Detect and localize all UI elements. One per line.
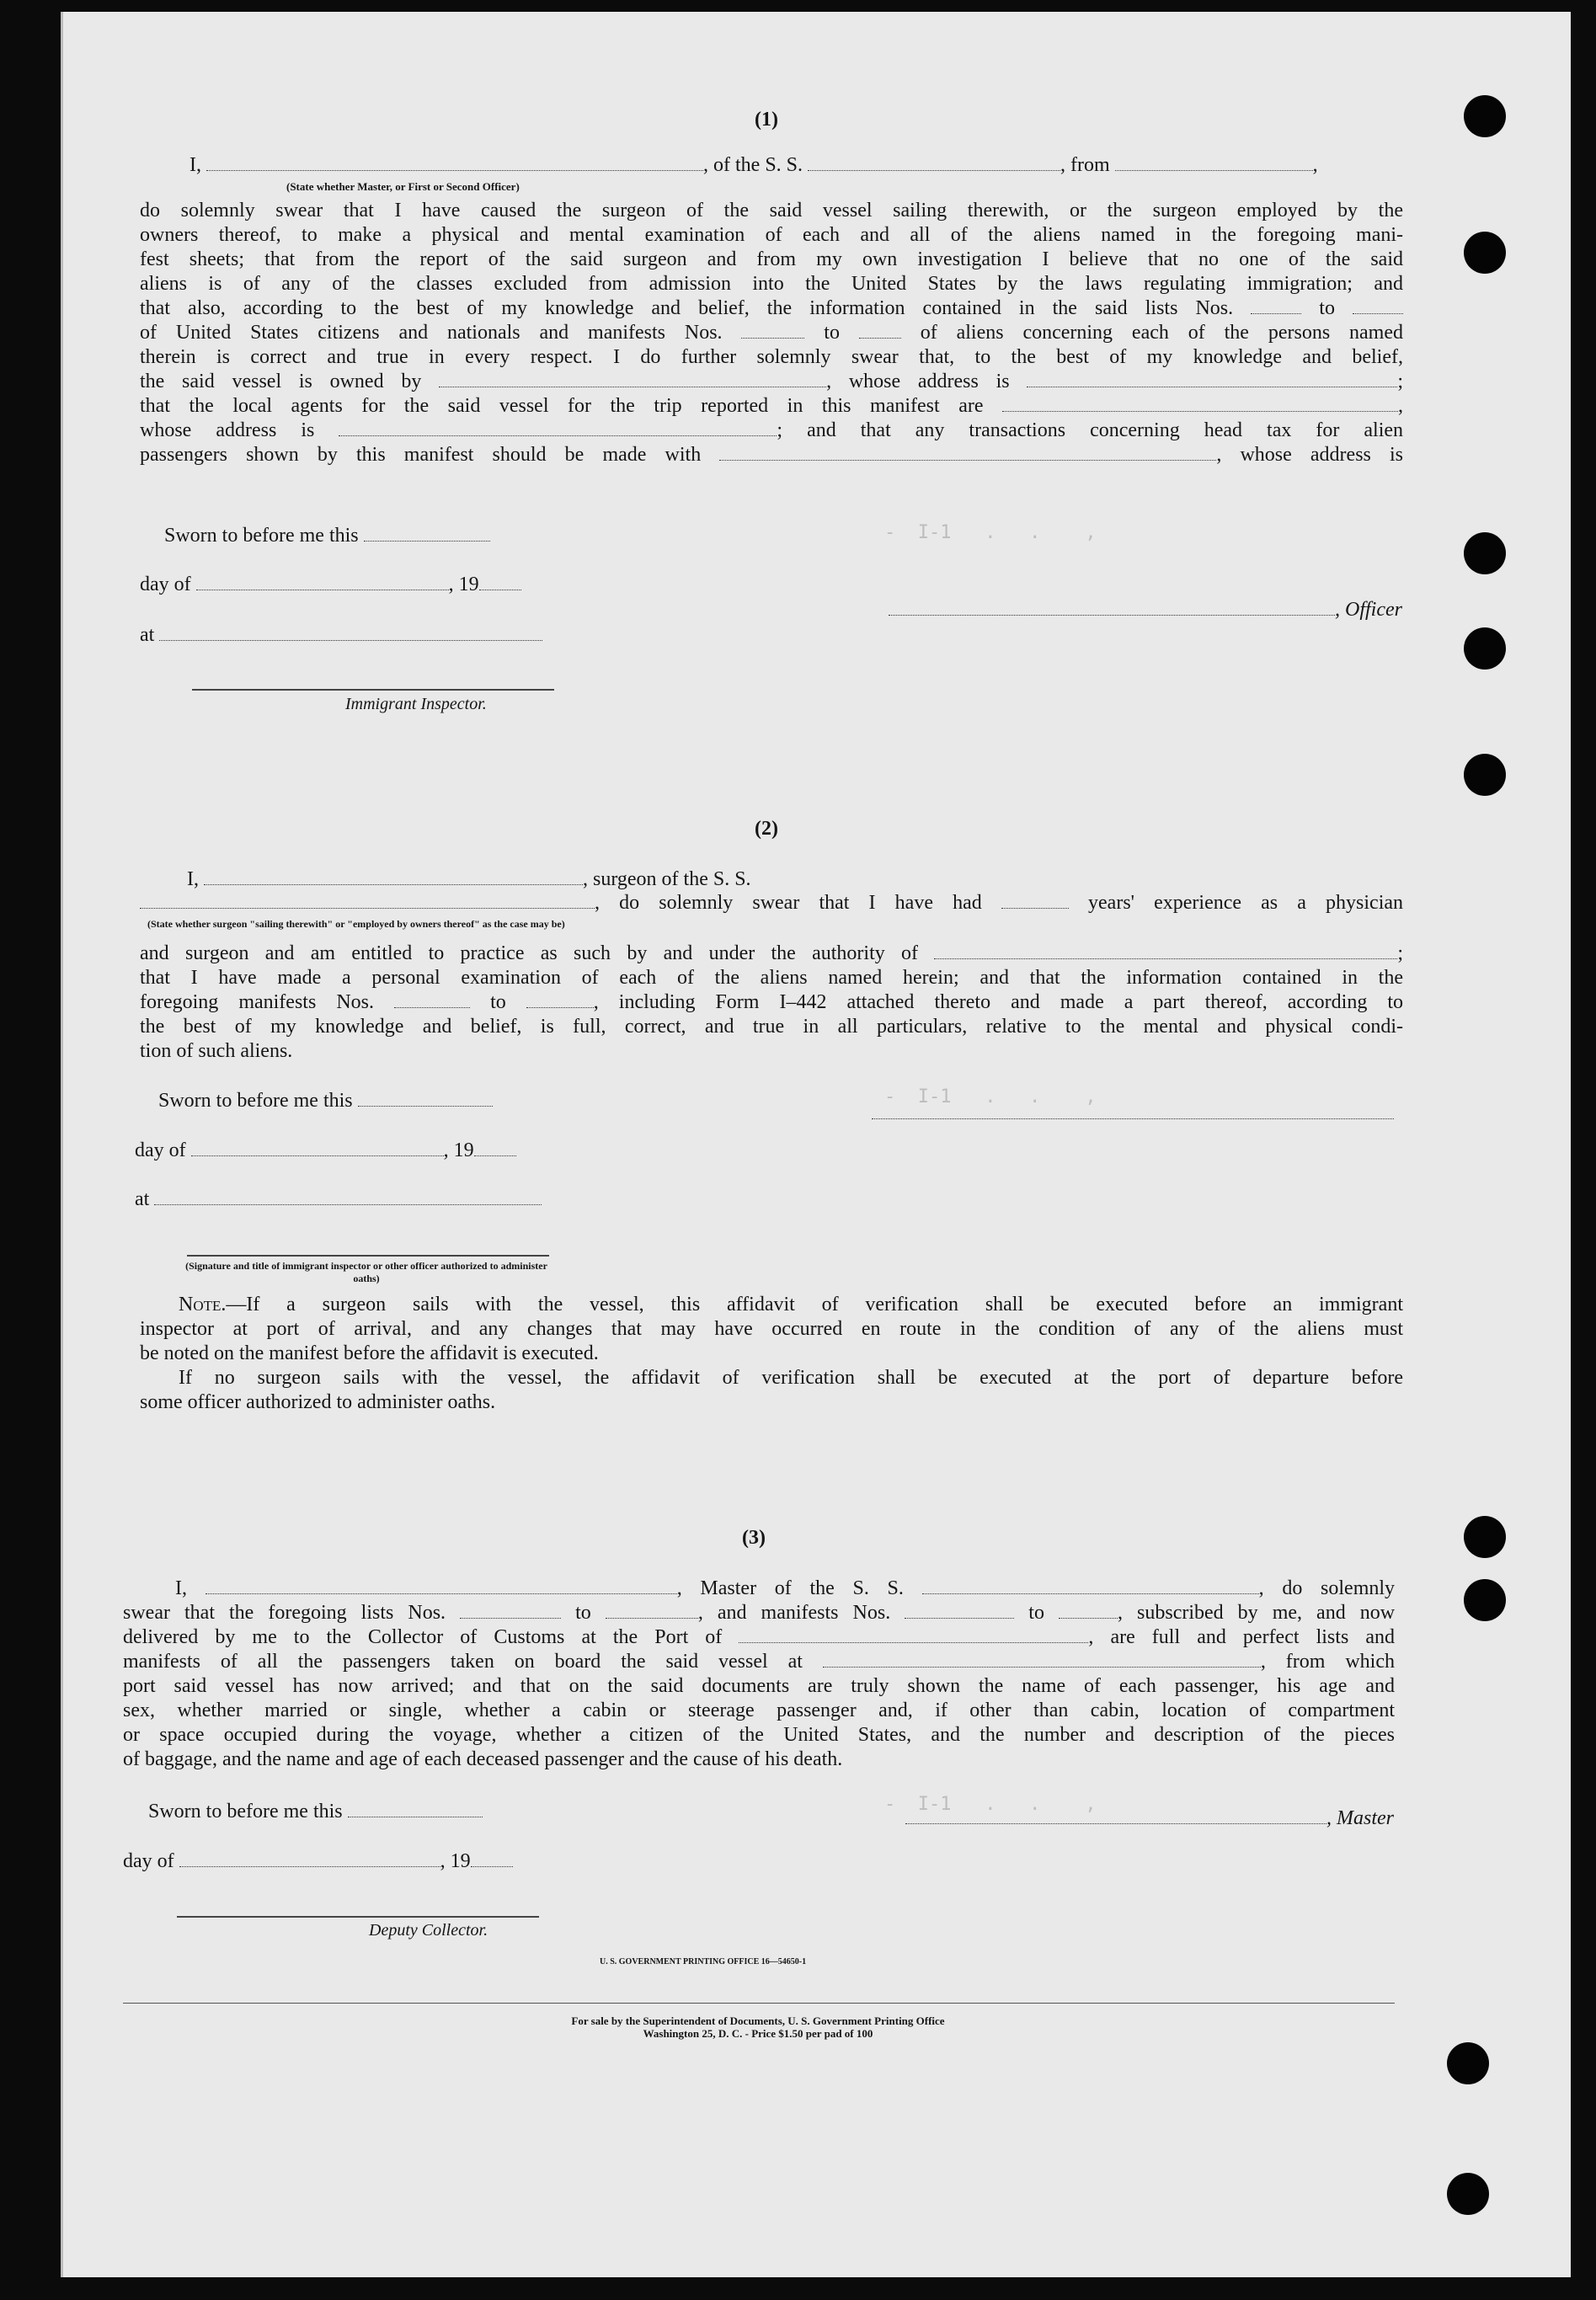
body-line: port said vessel has now arrived; and that on the said documents are truly shown the name of each passenger, his age and	[123, 1675, 1395, 1697]
passengers-line: passengers shown by this manifest should be made with , whose address is	[140, 444, 1404, 466]
at-1: at	[140, 623, 561, 648]
authority-field[interactable]	[934, 958, 1397, 959]
vessel-name-field[interactable]	[808, 170, 1060, 171]
punch-hole	[1464, 95, 1506, 137]
punch-hole	[1464, 532, 1506, 574]
footer	[337, 2015, 1179, 2040]
agents-field[interactable]	[1002, 411, 1398, 412]
year-field[interactable]	[474, 1155, 516, 1156]
year-field[interactable]	[471, 1866, 513, 1867]
section-2-number: (2)	[755, 818, 778, 840]
port-field[interactable]	[739, 1642, 1088, 1643]
collector-signature-line	[177, 1916, 539, 1918]
section-2-line-2: , do solemnly swear that I have had years' experience as a physician	[140, 891, 1403, 915]
note-label: Note.	[179, 1294, 227, 1315]
body-line: owners thereof, to make a physical and mental examination of each and all of the aliens named in the foregoing mani-	[140, 224, 1403, 246]
officer-name-field[interactable]	[206, 170, 703, 171]
foregoing-to-field[interactable]	[526, 1007, 594, 1008]
bleed-through: - I-1 . . ,	[884, 522, 1097, 543]
inspector-caption: Immigrant Inspector.	[345, 695, 487, 713]
master-name-field[interactable]	[206, 1593, 677, 1594]
sworn-date-field[interactable]	[364, 541, 490, 542]
foregoing-line: foregoing manifests Nos. to , including Form I–442 attached thereto and made a part thereof, according to	[140, 991, 1404, 1013]
lists-to-field[interactable]	[1353, 313, 1403, 314]
footer-line: For sale by the Superintendent of Documents, U. S. Government Printing Office	[571, 2015, 945, 2027]
surgeon-caption: (State whether surgeon "sailing therewith" or "employed by owners thereof" as the case may be)	[147, 918, 565, 930]
port-line: delivered by me to the Collector of Customs at the Port of , are full and perfect lists and	[123, 1626, 1395, 1648]
bleed-through: - I-1 . . ,	[884, 1794, 1097, 1815]
surgeon-signature-field[interactable]	[872, 1118, 1394, 1119]
body-line: fest sheets; that from the report of the said surgeon and from my own investigation I believe that no one of the said	[140, 248, 1403, 270]
manifests-to-field[interactable]	[1059, 1618, 1118, 1619]
lists-from-field[interactable]	[1251, 313, 1301, 314]
inspector-signature-line	[192, 689, 554, 691]
agents-address-field[interactable]	[339, 435, 777, 436]
body-line: aliens is of any of the classes excluded from admission into the United States by the laws regulating immigration; and	[140, 273, 1403, 295]
boarded-line: manifests of all the passengers taken on board the said vessel at , from which	[123, 1651, 1396, 1673]
body-line: that I have made a personal examination of each of the aliens named herein; and that the information contained in the	[140, 967, 1403, 989]
day-field[interactable]	[179, 1866, 440, 1867]
section-3-body	[123, 1577, 1395, 1772]
gpo-code: U. S. GOVERNMENT PRINTING OFFICE 16—54650-1	[600, 1957, 807, 1966]
note: Note.—If a surgeon sails with the vessel, this affidavit of verification shall be executed before an immigrant inspector at port of arrival, and any changes that may have occurred en route in the condition of any of the aliens must be noted on the manifest before the affidavit is executed. If no surgeon sails with the vessel, the affidavit of verification shall be executed at the port of departure before some officer authorized to administer oaths.	[140, 1294, 1403, 1413]
lists-to-field[interactable]	[606, 1618, 698, 1619]
punch-hole	[1447, 2173, 1489, 2215]
owned-line: the said vessel is owned by , whose address is ;	[140, 371, 1404, 392]
section-1-number: (1)	[755, 109, 778, 131]
note-line: If no surgeon sails with the vessel, the affidavit of verification shall be executed at the port of departure before	[179, 1367, 1403, 1389]
bleed-through: - I-1 . . ,	[884, 1086, 1097, 1107]
punch-hole	[1464, 627, 1506, 670]
master-line: I, , Master of the S. S. , do solemnly	[175, 1577, 1396, 1599]
manifests-from-field[interactable]	[741, 338, 804, 339]
sworn-date-field[interactable]	[358, 1106, 493, 1107]
note-line: be noted on the manifest before the affidavit is executed.	[140, 1342, 599, 1364]
body-line: of baggage, and the name and age of each deceased passenger and the cause of his death.	[123, 1748, 843, 1770]
section-2-body	[140, 942, 1403, 1064]
lists-from-field[interactable]	[460, 1618, 561, 1619]
body-line: sex, whether married or single, whether a cabin or steerage passenger and, if other than cabin, location of compartment	[123, 1700, 1395, 1721]
punch-hole	[1464, 754, 1506, 796]
punch-hole	[1464, 1579, 1506, 1621]
surgeon-signature-line	[872, 1102, 1394, 1126]
surgeon-name-field[interactable]	[204, 884, 583, 885]
foregoing-from-field[interactable]	[394, 1007, 470, 1008]
signature-caption: (Signature and title of immigrant inspector or other officer authorized to administer oaths)	[185, 1260, 547, 1284]
at-place-field[interactable]	[159, 640, 542, 641]
at-place-field[interactable]	[154, 1204, 542, 1205]
body-line: therein is correct and true in every respect. I do further solemnly swear that, to the best of my knowledge and belief,	[140, 346, 1403, 368]
citizens-line: of United States citizens and nationals and manifests Nos. to of aliens concerning each of the persons named	[140, 322, 1403, 344]
officer-signature-field[interactable]	[889, 615, 1335, 616]
manifests-from-field[interactable]	[905, 1618, 1014, 1619]
officer-caption: (State whether Master, or First or Second Officer)	[286, 180, 520, 193]
section-1-line-1: I, , of the S. S. , from ,	[189, 154, 1318, 176]
day-of-1: day of , 19	[140, 573, 561, 597]
punch-hole	[1464, 232, 1506, 274]
day-of-3: day of , 19	[123, 1849, 561, 1874]
sworn-3: Sworn to before me this	[148, 1800, 569, 1824]
head-tax-agent-field[interactable]	[719, 460, 1216, 461]
body-line: do solemnly swear that I have caused the surgeon of the said vessel sailing therewith, or the surgeon employed by the	[140, 200, 1403, 221]
vessel-name-field[interactable]	[922, 1593, 1259, 1594]
punch-hole	[1464, 1516, 1506, 1558]
lists-line: that also, according to the best of my knowledge and belief, the information contained in the said lists Nos. to	[140, 296, 1403, 321]
officer-signature-1: , Officer	[872, 598, 1402, 622]
agents-line: that the local agents for the said vessel for the trip reported in this manifest are ,	[140, 395, 1403, 417]
surgeon-status-field[interactable]	[140, 908, 595, 909]
master-signature-field[interactable]	[905, 1823, 1326, 1824]
section-2-line-1: I, , surgeon of the S. S.	[187, 868, 751, 890]
boarded-at-field[interactable]	[823, 1667, 1261, 1668]
day-of-2: day of , 19	[135, 1139, 556, 1163]
lists-line: swear that the foregoing lists Nos. to , and manifests Nos. to , subscribed by me, and now	[123, 1602, 1396, 1624]
at-2: at	[135, 1187, 556, 1212]
body-line: the best of my knowledge and belief, is full, correct, and true in all particulars, relative to the mental and physical condi-	[140, 1016, 1403, 1038]
sworn-1: Sworn to before me this	[164, 524, 585, 548]
collector-caption: Deputy Collector.	[369, 1921, 488, 1940]
from-port-field[interactable]	[1115, 170, 1313, 171]
inspector-signature-line-2	[187, 1255, 549, 1257]
body-line: or space occupied during the voyage, whether a citizen of the United States, and the number and description of the pieces	[123, 1724, 1395, 1746]
section-1-body	[140, 199, 1403, 467]
sworn-2: Sworn to before me this	[158, 1089, 579, 1113]
whose-line: whose address is ; and that any transactions concerning head tax for alien	[140, 419, 1404, 441]
body-line: tion of such aliens.	[140, 1040, 293, 1062]
footer-rule	[123, 2003, 1395, 2004]
note-line: some officer authorized to administer oaths.	[140, 1391, 496, 1413]
practice-line: and surgeon and am entitled to practice as such by and under the authority of ;	[140, 942, 1404, 964]
note-line: inspector at port of arrival, and any changes that may have occurred en route in the condition of any of the aliens must	[140, 1318, 1403, 1340]
master-signature: , Master	[872, 1806, 1394, 1831]
footer-line: Washington 25, D. C. - Price $1.50 per pad of 100	[643, 2027, 873, 2040]
section-3-number: (3)	[742, 1527, 766, 1549]
punch-hole	[1447, 2042, 1489, 2084]
manifests-to-field[interactable]	[859, 338, 901, 339]
years-field[interactable]	[1001, 908, 1069, 909]
day-field[interactable]	[191, 1155, 444, 1156]
